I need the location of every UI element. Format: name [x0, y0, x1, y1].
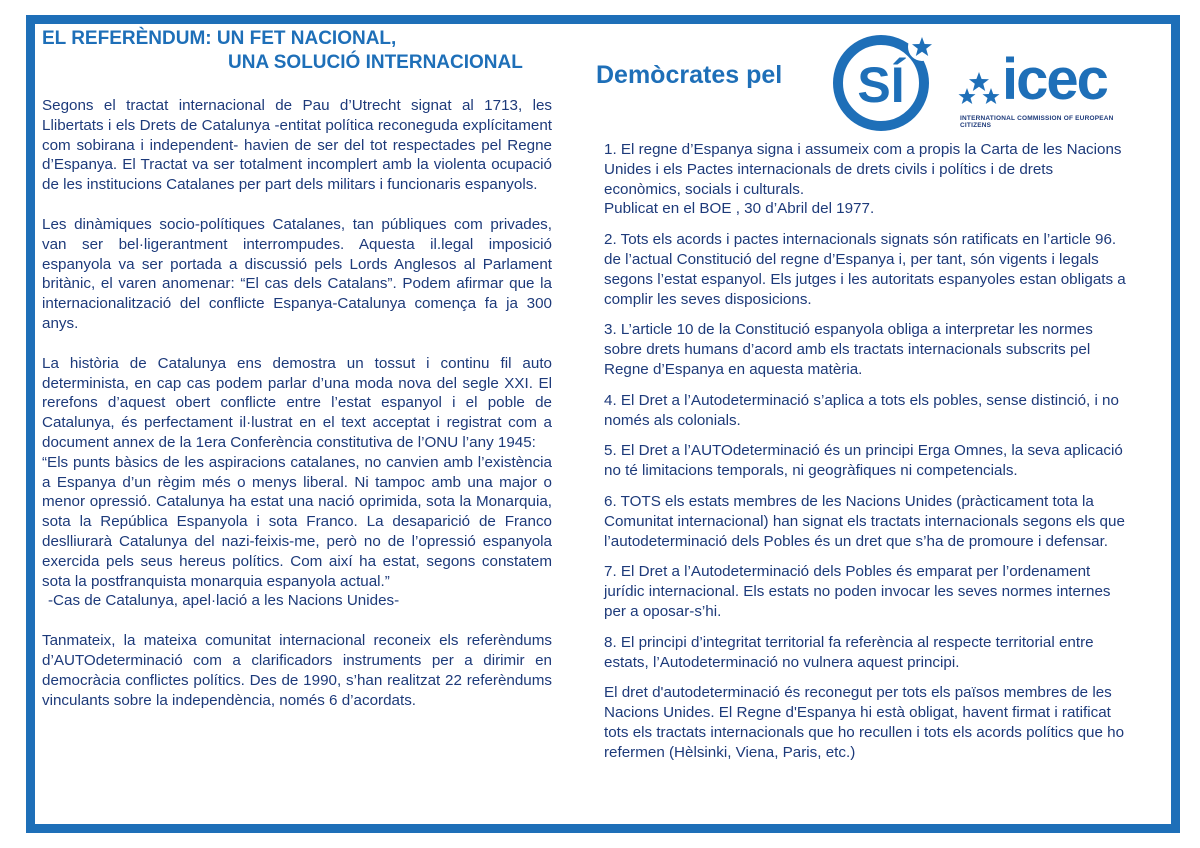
democrates-text: Demòcrates pel [596, 61, 783, 89]
left-paragraph-utrecht: Segons el tractat internacional de Pau d’Utrecht signat al 1713, les Llibertats i els Drets de Catalunya -entitat política reconeguda explícitament com sobirana i independent- havien de ser del tot respectades pel Regne d’Espanya. El Tractat va ser totalment incomplert amb la violenta ocupació de les institucions Catalanes per part dels militars i funcionaris espanyols. [42, 97, 552, 194]
left-paragraph-quote: “Els punts bàsics de les aspiracions catalanes, no canvien amb l’existència a Espanya d’un règim més o menys liberal. Ni tampoc amb una major o menor opressió. Catalunya ha estat una nació oprimida, sota la Monarquia, sota la República Espanyola i sota Franco. La desaparició de Franco deslliurarà Catalunya del nazi-feixis-me, però no de l’opressió espanyola exercida pels seus hereus polítics. Com així ha estat, segons constatem sota la postfranquista monarquia espanyola actual.” [42, 453, 552, 590]
left-paragraph-tanmateix: Tanmateix, la mateixa comunitat internacional reconeix els referèndums d’AUTOdeterminació com a clarificadors instruments per a dirimir en democràcia conflictes polítics. Des de 1990, s’han realitzat 22 referèndums vinculants sobre la independència, només 6 d’acordats. [42, 632, 552, 709]
left-quote-source: -Cas de Catalunya, apel·lació a les Nacions Unides- [48, 592, 400, 610]
icec-subtitle: INTERNATIONAL COMMISSION OF EUROPEAN CITIZENS [960, 115, 1114, 129]
right-point-2: 2. Tots els acords i pactes internacionals signats són ratificats en l’article 96. de l’actual Constitució del regne d’Espanya i, per tant, són vigents i legals segons l’estat espanyol. Els jutges i les autoritats espanyoles estan obligats a complir les seves disposicions. [604, 231, 1126, 308]
si-logo-text: SÍ [857, 57, 905, 113]
left-column [42, 27, 552, 710]
right-point-6: 6. TOTS els estats membres de les Nacions Unides (pràcticament tota la Comunitat internacional) han signat els tractats internacionals segons els que l’autodeterminació dels Pobles és un dret que s’ha de promoure i defensar. [604, 492, 1125, 550]
right-point-7: 7. El Dret a l’Autodeterminació dels Pobles és emparat per l’ordenament jurídic internacional. Els estats no poden invocar les seves normes internes per a oposar-s’hi. [604, 563, 1111, 620]
si-logo [830, 30, 940, 132]
logo-area [596, 18, 1136, 130]
left-paragraph-historia: La història de Catalunya ens demostra un tossut i continu fil auto determinista, en cap cas podem parlar d’una moda nova del segle XXI. El rerefons d’aquest obert conflicte entre l’estat espanyol i el poble de Catalunya, és perfectament il·lustrat en el text acceptat i registrat com a document annex de la 1era Conferència constitutiva de l’ONU l’any 1945: [42, 354, 552, 451]
right-point-1: 1. El regne d’Espanya signa i assumeix com a propis la Carta de les Nacions Unides i els Pactes internacionals de drets civils i polítics i de drets econòmics, socials i culturals. [604, 141, 1122, 198]
title-line-2: UNA SOLUCIÓ INTERNACIONAL [228, 52, 523, 73]
title-line-1: EL REFERÈNDUM: UN FET NACIONAL, [42, 28, 397, 49]
right-point-1-publication: Publicat en el BOE , 30 d’Abril del 1977. [604, 200, 875, 218]
right-conclusion: El dret d'autodeterminació és reconegut per tots els països membres de les Nacions Unides. El Regne d'Espanya hi està obligat, havent firmat i ratificat tots els tractats internacionals que ho recullen i tots els acords polítics que ho refermen (Hèlsinki, Viena, Paris, etc.) [604, 684, 1125, 761]
right-point-8: 8. El principi d’integritat territorial fa referència al respecte territorial entre estats, l’Autodeterminació no vulnera aquest principi. [604, 633, 1094, 671]
icec-logo-text: icec [1002, 47, 1107, 112]
right-column [604, 140, 1134, 763]
icec-stars-icon [956, 70, 1002, 116]
left-paragraph-dinamiques: Les dinàmiques socio-polítiques Catalanes, tan públiques com privades, van ser bel·ligerantment interrompudes. Aquesta il.legal imposició espanyola va ser portada a discussió pels Lords Anglesos al Parlament britànic, el varen anomenar: “El cas dels Catalans”. Podem afirmar que la internacionalització del conflicte Espanya-Catalunya comença fa ja 300 anys. [42, 215, 552, 332]
page-title [42, 27, 552, 75]
right-point-3: 3. L’article 10 de la Constitució espanyola obliga a interpretar les normes sobre drets humans d’acord amb els tractats internacionals subscrits pel Regne d’Espanya en aquesta matèria. [604, 321, 1093, 378]
right-point-5: 5. El Dret a l’AUTOdeterminació és un principi Erga Omnes, la seva aplicació no té limitacions temporals, ni geogràfiques ni competencials. [604, 442, 1123, 480]
right-point-4: 4. El Dret a l’Autodeterminació s’aplica a tots els pobles, sense distinció, i no només als colonials. [604, 391, 1119, 429]
